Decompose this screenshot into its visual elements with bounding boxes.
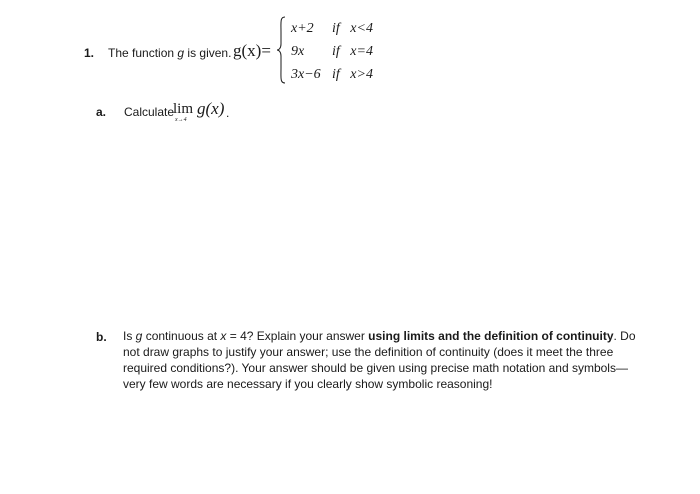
case-2-expression: 9x xyxy=(291,44,305,59)
intro-text: The function xyxy=(108,46,175,60)
variable-x: x xyxy=(220,329,227,343)
question-number: 1. xyxy=(84,46,95,60)
lim-word: lim xyxy=(173,101,194,117)
case-1-condition xyxy=(332,21,373,37)
case-2-cond: x=4 xyxy=(350,44,373,59)
text-segment: . Do xyxy=(613,329,636,343)
text-segment: Is xyxy=(123,329,136,343)
bold-emphasis: using limits and the definition of continuity xyxy=(368,329,614,343)
case-3-if: if xyxy=(332,67,340,82)
lim-subscript: x→4 xyxy=(175,117,187,123)
text-segment: = 4? Explain your answer xyxy=(226,329,369,343)
part-b-line-3: required conditions?). Your answer should be given using precise math notation and symbols— xyxy=(123,361,628,375)
part-b-paragraph xyxy=(123,328,636,392)
function-lhs: g(x)= xyxy=(233,41,271,60)
part-a-period: . xyxy=(226,106,230,120)
case-3-cond: x>4 xyxy=(350,67,373,82)
question-intro xyxy=(108,46,231,60)
case-3-condition xyxy=(332,67,373,83)
case-1-cond: x<4 xyxy=(350,21,373,36)
text-segment: continuous at xyxy=(142,329,221,343)
case-2-condition xyxy=(332,44,373,60)
case-1-if: if xyxy=(332,21,340,36)
function-name: g xyxy=(177,46,185,60)
part-b-line-2: not draw graphs to justify your answer; use the definition of continuity (does it meet the three xyxy=(123,345,614,359)
part-b-line-4: very few words are necessary if you clearly show symbolic reasoning! xyxy=(123,377,493,391)
case-3-expression: 3x−6 xyxy=(291,67,321,82)
part-b-label: b. xyxy=(96,330,107,344)
part-a-label: a. xyxy=(96,105,107,119)
intro-end: is given. xyxy=(187,46,232,60)
part-a-text: Calculate xyxy=(124,105,175,119)
part-b-line-1 xyxy=(123,328,636,344)
case-1-expression: x+2 xyxy=(291,21,314,36)
function-name: g xyxy=(135,329,143,343)
lim-function: g(x) xyxy=(197,99,225,118)
case-2-if: if xyxy=(332,44,340,59)
left-brace-icon xyxy=(276,16,286,84)
